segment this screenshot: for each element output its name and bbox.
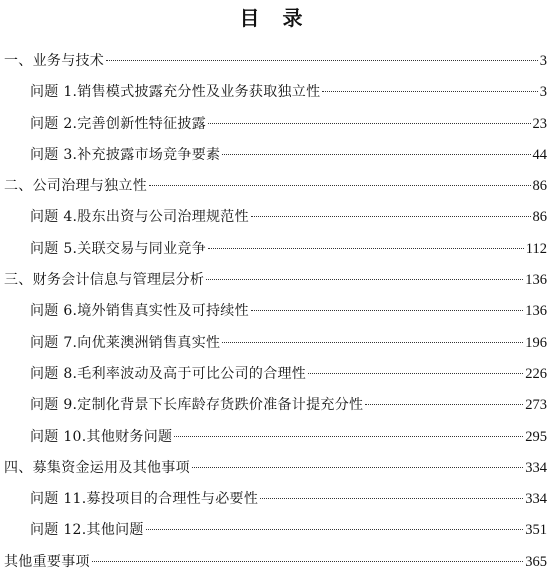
toc-page-number: 86 — [533, 202, 550, 233]
toc-entry-text: 二、公司治理与独立性 — [4, 171, 147, 202]
toc-question-entry[interactable] — [0, 140, 550, 171]
dot-leader — [174, 436, 523, 437]
toc-page-number: 226 — [525, 359, 550, 390]
toc-page-number: 351 — [525, 515, 550, 546]
dot-leader — [106, 60, 538, 61]
toc-question-entry[interactable] — [0, 515, 550, 546]
dot-leader — [92, 561, 523, 562]
toc-page-number: 334 — [525, 453, 550, 484]
toc-question-entry[interactable] — [0, 422, 550, 453]
toc-page-number: 273 — [525, 390, 550, 421]
toc-page-number: 3 — [540, 46, 550, 77]
dot-leader — [365, 404, 523, 405]
toc-section-entry[interactable] — [0, 46, 550, 77]
toc-page-number: 112 — [526, 234, 550, 265]
toc-entry-text: 一、业务与技术 — [4, 46, 104, 77]
toc-page-number: 334 — [525, 484, 550, 515]
toc-page-number: 23 — [533, 109, 550, 140]
toc-question-entry[interactable] — [0, 77, 550, 108]
dot-leader — [308, 373, 523, 374]
toc-entry-text: 问题 11.募投项目的合理性与必要性 — [30, 484, 258, 515]
toc-entry-text: 问题 4.股东出资与公司治理规范性 — [30, 202, 249, 233]
toc-section-entry[interactable] — [0, 265, 550, 296]
toc-entry-text: 问题 5.关联交易与同业竞争 — [30, 234, 206, 265]
toc-entry-text: 问题 6.境外销售真实性及可持续性 — [30, 296, 249, 327]
dot-leader — [260, 498, 523, 499]
toc-title: 目 录 — [0, 4, 550, 32]
toc-question-entry[interactable] — [0, 296, 550, 327]
toc-question-entry[interactable] — [0, 109, 550, 140]
dot-leader — [192, 467, 523, 468]
toc-question-entry[interactable] — [0, 484, 550, 515]
dot-leader — [208, 123, 530, 124]
toc-entry-text: 问题 7.向优莱澳洲销售真实性 — [30, 328, 220, 359]
dot-leader — [222, 154, 530, 155]
toc-entry-text: 问题 3.补充披露市场竞争要素 — [30, 140, 220, 171]
dot-leader — [146, 529, 524, 530]
toc-question-entry[interactable] — [0, 359, 550, 390]
toc-entry-text: 问题 10.其他财务问题 — [30, 422, 172, 453]
toc-question-entry[interactable] — [0, 328, 550, 359]
dot-leader — [208, 248, 524, 249]
toc-question-entry[interactable] — [0, 234, 550, 265]
toc-entry-text: 问题 1.销售模式披露充分性及业务获取独立性 — [30, 77, 320, 108]
toc-page-number: 365 — [525, 547, 550, 578]
toc-page-number: 136 — [525, 296, 550, 327]
toc-section-entry[interactable] — [0, 171, 550, 202]
toc-entry-text: 问题 9.定制化背景下长库龄存货跌价准备计提充分性 — [30, 390, 363, 421]
toc-page-number: 295 — [525, 422, 550, 453]
toc-page-number: 86 — [533, 171, 550, 202]
toc-page-number: 44 — [533, 140, 550, 171]
dot-leader — [251, 216, 531, 217]
toc-list — [0, 46, 550, 578]
toc-entry-text: 问题 8.毛利率波动及高于可比公司的合理性 — [30, 359, 306, 390]
toc-page-number: 136 — [525, 265, 550, 296]
toc-question-entry[interactable] — [0, 390, 550, 421]
dot-leader — [251, 310, 523, 311]
toc-section-entry[interactable] — [0, 453, 550, 484]
toc-entry-text: 问题 2.完善创新性特征披露 — [30, 109, 206, 140]
toc-page-number: 3 — [540, 77, 550, 108]
dot-leader — [149, 185, 531, 186]
toc-section-entry[interactable] — [0, 547, 550, 578]
toc-entry-text: 问题 12.其他问题 — [30, 515, 144, 546]
toc-page-number: 196 — [525, 328, 550, 359]
toc-entry-text: 四、募集资金运用及其他事项 — [4, 453, 190, 484]
dot-leader — [222, 342, 523, 343]
dot-leader — [322, 91, 537, 92]
toc-question-entry[interactable] — [0, 202, 550, 233]
dot-leader — [206, 279, 523, 280]
toc-entry-text: 其他重要事项 — [4, 547, 90, 578]
toc-entry-text: 三、财务会计信息与管理层分析 — [4, 265, 204, 296]
